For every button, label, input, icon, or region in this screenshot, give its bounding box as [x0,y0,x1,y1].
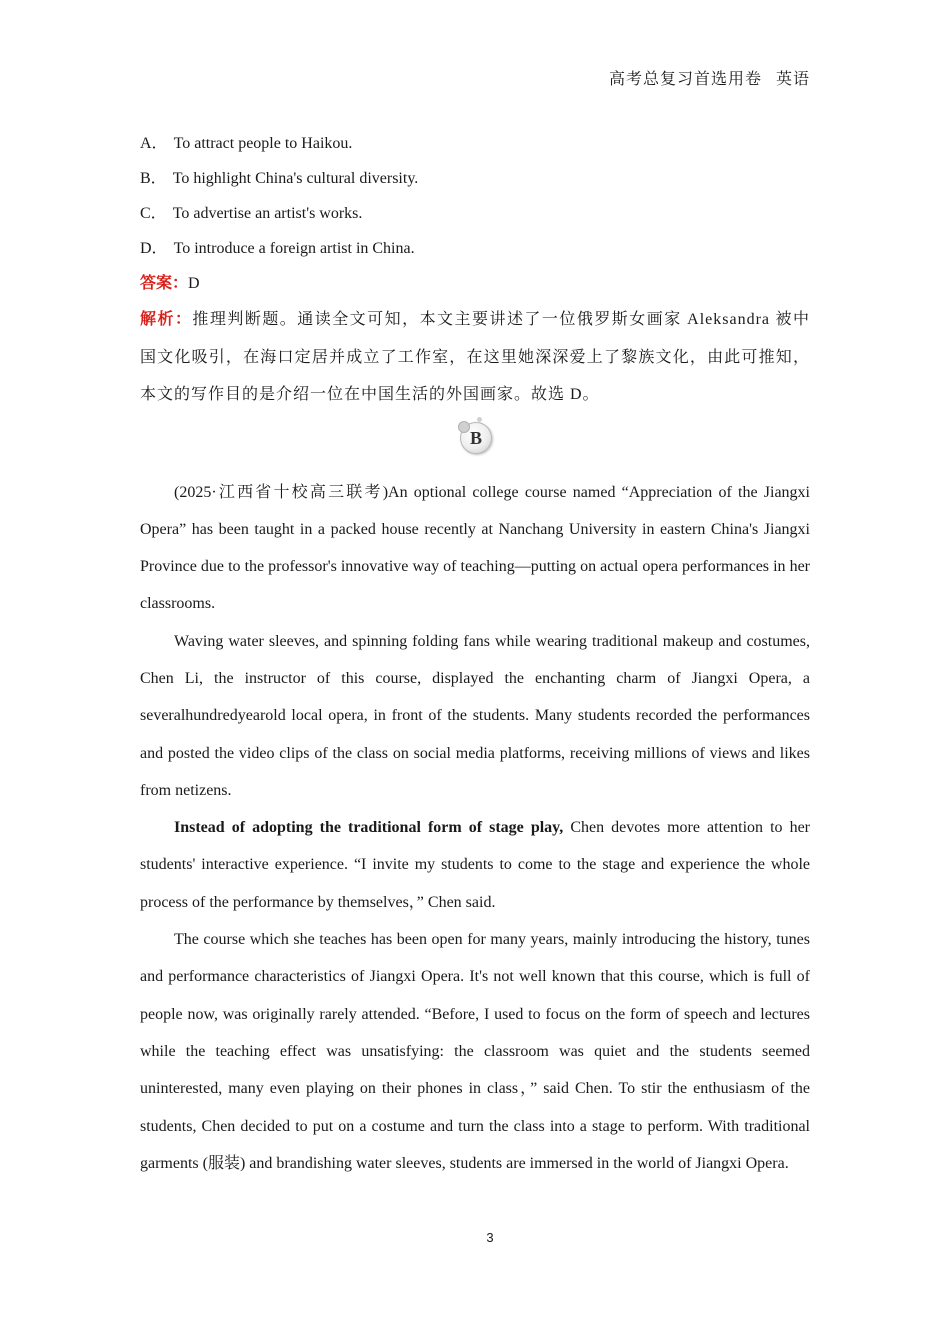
reading-passage [140,474,810,1183]
option-letter: D． [140,240,168,257]
option-text: To attract people to Haikou. [173,135,353,152]
header-book-title: 高考总复习首选用卷 [608,71,762,88]
option-d [140,231,810,266]
answer-label: 答案： [140,275,189,292]
option-c [140,196,810,231]
paragraph-text: Chen devotes more attention to her students' interactive experience. “I invite my students to come to the stage and experience the whole process of the performance by themselves，” Chen said. [140,819,810,911]
option-letter: B． [140,170,167,187]
passage-paragraph-4: The course which she teaches has been open for many years, mainly introducing the history, tunes and performance characteristics of Jiangxi Opera. It's not well known that this course, which is full of people now, was originally rarely attended. “Before, I used to focus on the form of speech and lectures while the teaching effect was unsatisfying: the classroom was quiet and the students seemed uninterested, many even playing on their phones in class，” said Chen. To stir the enthusiasm of the students, Chen decided to put on a costume and turn the class into a stage to perform. With traditional garments (服装) and brandishing water sleeves, students are immersed in the world of Jiangxi Opera. [140,931,810,1172]
passage-paragraph-3 [140,809,810,921]
underlined-phrase: Instead of adopting the traditional form of stage play, [174,819,564,837]
header-subject: 英语 [775,71,810,88]
badge-decoration [477,417,482,422]
analysis-label: 解析： [140,311,193,328]
option-letter: A． [140,135,168,152]
option-text: To introduce a foreign artist in China. [173,240,415,257]
passage-paragraph-1: (2025·江西省十校高三联考)An optional college course named “Appreciation of the Jiangxi Opera” has been taught in a packed house recently at Nanchang University in eastern China's Jiangxi Province due to the professor's innovative way of teaching—putting on actual opera performances in her classrooms. [140,483,810,613]
answer-value: D [188,275,200,292]
option-letter: C． [140,205,167,222]
option-b [140,161,810,196]
page-content [140,126,810,1182]
option-text: To advertise an artist's works. [172,205,363,222]
section-letter: B [469,427,482,448]
page-number: 3 [486,1230,494,1245]
answer-line [140,266,810,301]
option-text: To highlight China's cultural diversity. [172,170,419,187]
badge-decoration [458,421,470,433]
section-badge [460,422,492,454]
analysis-text: 推理判断题。通读全文可知，本文主要讲述了一位俄罗斯女画家 Aleksandra 被中国文化吸引，在海口定居并成立了工作室，在这里她深深爱上了黎族文化，由此可推知，本文的写作目的是介绍一位在中国生活的外国画家。故选 D。 [140,311,810,403]
option-a [140,126,810,161]
analysis-block [140,301,810,414]
page-header [609,66,810,89]
section-badge-row [140,414,810,458]
passage-paragraph-2: Waving water sleeves, and spinning folding fans while wearing traditional makeup and costumes, Chen Li, the instructor of this course, displayed the enchanting charm of Jiangxi Opera, a severalhundredyearold local opera, in front of the students. Many students recorded the performances and posted the video clips of the class on social media platforms, receiving millions of views and likes from netizens. [140,632,810,799]
